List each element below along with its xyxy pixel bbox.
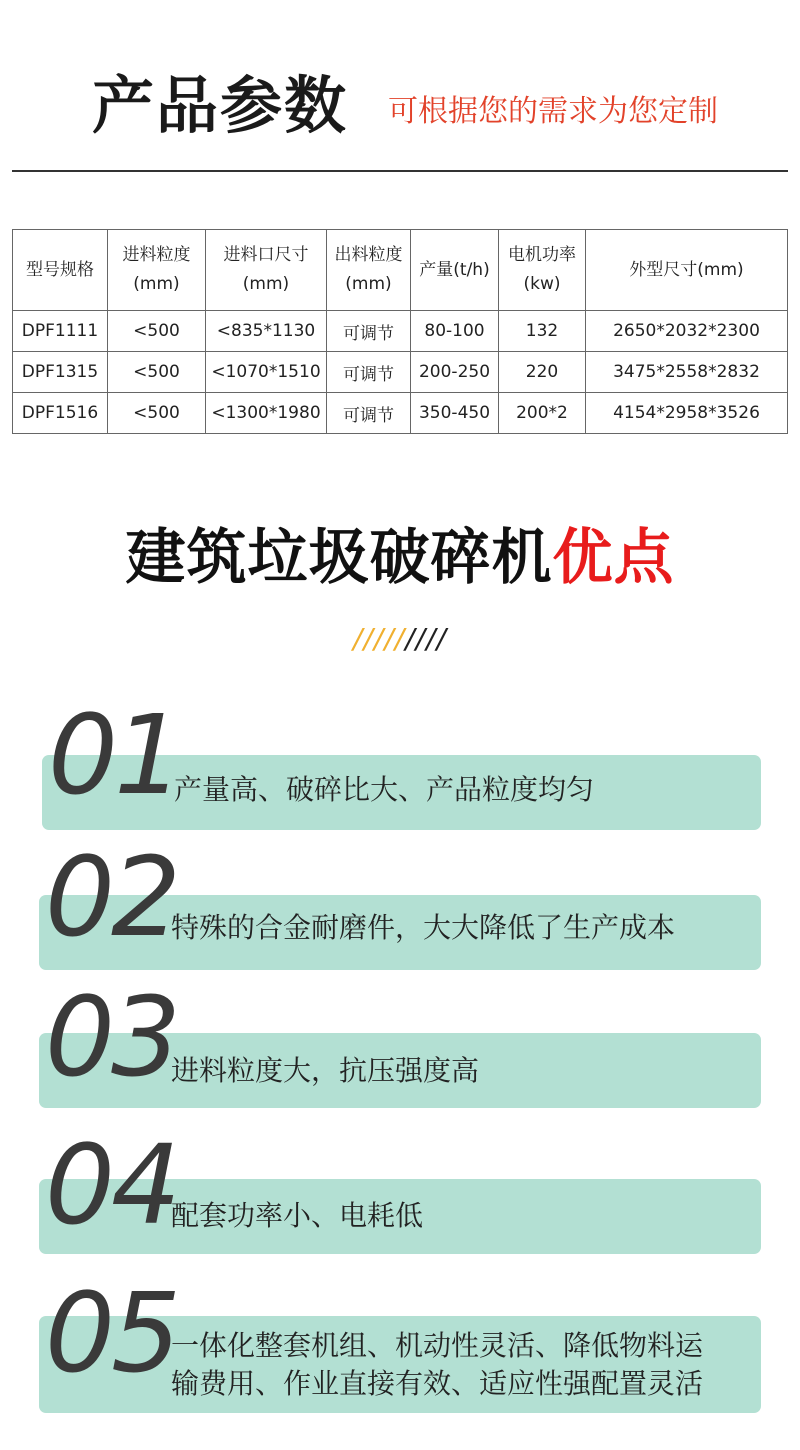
advantage-number: 04	[45, 1121, 177, 1249]
advantage-item-02	[39, 833, 761, 970]
table-row	[13, 393, 788, 434]
cell-feed-size: <500	[108, 393, 206, 434]
advantage-text: 配套功率小、电耗低	[171, 1199, 424, 1232]
advantage-item-04	[39, 1121, 761, 1254]
cell-model: DPF1315	[13, 352, 108, 393]
advantage-item-01	[42, 691, 761, 830]
col-header-motor-power: 电机功率 (kw)	[499, 230, 586, 311]
advantages-title	[0, 510, 800, 596]
advantage-number: 03	[45, 973, 177, 1101]
col-header-dimensions: 外型尺寸(mm)	[586, 230, 788, 311]
col-header-model: 型号规格	[13, 230, 108, 311]
cell-dimensions: 2650*2032*2300	[586, 311, 788, 352]
slash-divider-gold: /////	[353, 622, 406, 655]
cell-dimensions: 3475*2558*2832	[586, 352, 788, 393]
advantage-item-03	[39, 973, 761, 1108]
page-title: 产品参数	[92, 69, 349, 142]
advantage-text-line2: 输费用、作业直接有效、适应性强配置灵活	[171, 1367, 704, 1400]
page-subtitle: 可根据您的需求为您定制	[388, 94, 718, 129]
advantage-number: 02	[45, 833, 177, 961]
cell-output-size: 可调节	[327, 393, 411, 434]
cell-capacity: 200-250	[411, 352, 499, 393]
col-header-output-size: 出料粒度 (mm)	[327, 230, 411, 311]
col-header-capacity: 产量(t/h)	[411, 230, 499, 311]
advantage-text	[171, 1327, 703, 1403]
advantage-number: 01	[48, 691, 180, 819]
advantage-number: 05	[45, 1269, 177, 1397]
col-header-feed-size: 进料粒度 (mm)	[108, 230, 206, 311]
cell-feed-size: <500	[108, 352, 206, 393]
slash-divider	[0, 622, 800, 655]
cell-feed-opening: <835*1130	[206, 311, 327, 352]
advantages-title-highlight: 优点	[552, 523, 675, 593]
params-header	[0, 0, 800, 175]
cell-feed-opening: <1070*1510	[206, 352, 327, 393]
slash-divider-dark: ////	[405, 622, 447, 655]
cell-feed-size: <500	[108, 311, 206, 352]
cell-model: DPF1516	[13, 393, 108, 434]
table-row	[13, 352, 788, 393]
advantage-text: 产量高、破碎比大、产品粒度均匀	[174, 773, 595, 806]
cell-motor-power: 132	[499, 311, 586, 352]
table-row	[13, 311, 788, 352]
advantage-text: 进料粒度大，抗压强度高	[171, 1054, 480, 1087]
spec-table	[12, 229, 788, 434]
cell-capacity: 350-450	[411, 393, 499, 434]
header-divider	[12, 170, 788, 172]
cell-motor-power: 220	[499, 352, 586, 393]
cell-output-size: 可调节	[327, 352, 411, 393]
advantage-text-line1: 一体化整套机组、机动性灵活、降低物料运	[171, 1329, 704, 1362]
table-header-row	[13, 230, 788, 311]
advantage-text: 特殊的合金耐磨件，大大降低了生产成本	[171, 911, 676, 944]
cell-feed-opening: <1300*1980	[206, 393, 327, 434]
cell-capacity: 80-100	[411, 311, 499, 352]
cell-dimensions: 4154*2958*3526	[586, 393, 788, 434]
cell-output-size: 可调节	[327, 311, 411, 352]
advantages-title-main: 建筑垃圾破碎机	[125, 523, 553, 593]
cell-motor-power: 200*2	[499, 393, 586, 434]
col-header-feed-opening: 进料口尺寸 (mm)	[206, 230, 327, 311]
advantage-item-05	[39, 1269, 761, 1413]
cell-model: DPF1111	[13, 311, 108, 352]
